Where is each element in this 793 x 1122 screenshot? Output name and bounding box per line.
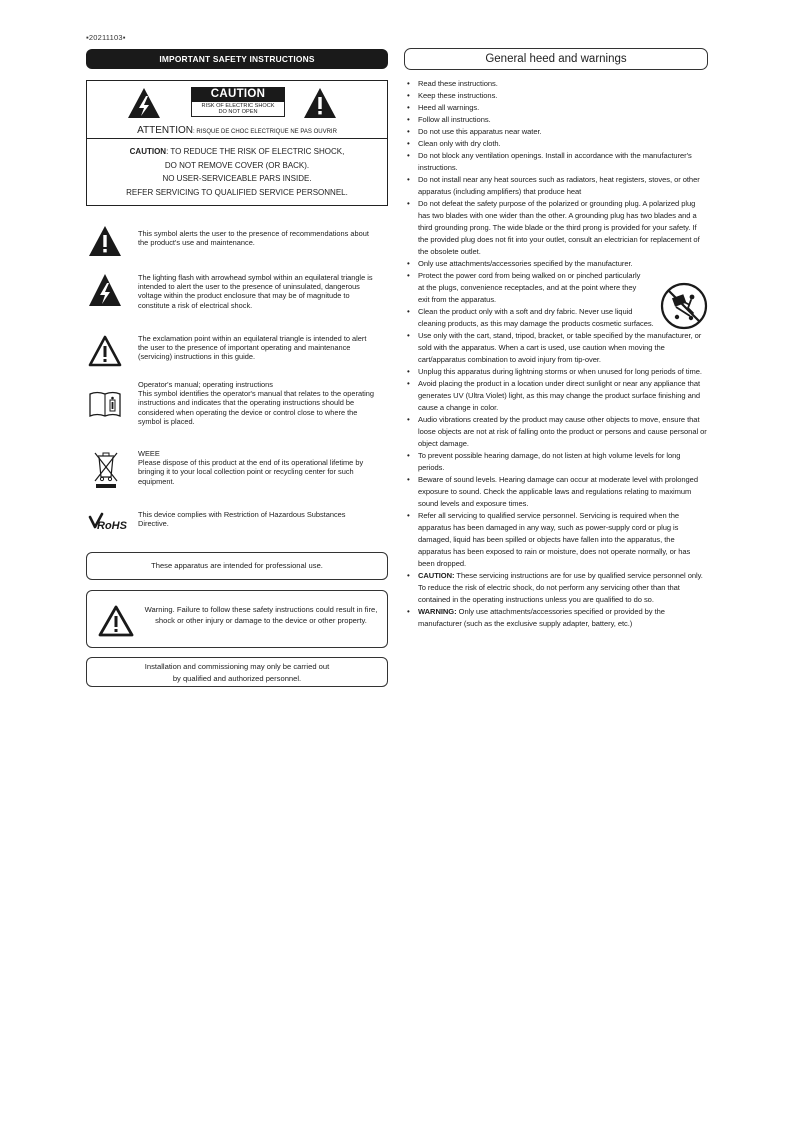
list-item: • Only use attachments/accessories specified by the manufacturer. xyxy=(404,258,708,270)
list-item: • Audio vibrations created by the product may cause other objects to move, ensure that loose objects are not at risk of falling onto the product or persons and cause personal or object damage. xyxy=(404,414,708,450)
list-item: • Heed all warnings. xyxy=(404,102,708,114)
list-item: • Do not block any ventilation openings. Install in accordance with the manufacturer's instructions. xyxy=(404,150,708,174)
symbol-text-block xyxy=(138,449,376,486)
symbol-title: Operator's manual; operating instructions xyxy=(138,380,273,389)
symbol-title: WEEE xyxy=(138,449,160,458)
caution-box xyxy=(86,80,388,206)
symbol-text: This symbol identifies the operator's manual that relates to the operating instructions and indicates that the operating instructions should be considered when operating the device or control close to where the symbol is placed. xyxy=(138,389,374,426)
caution-label-block xyxy=(191,87,285,117)
manual-book-icon xyxy=(88,390,122,418)
list-item: • Keep these instructions. xyxy=(404,90,708,102)
list-item: • Avoid placing the product in a location under direct sunlight or near any appliance that generates UV (Ultra Violet) light, as this may change the product surface finishing and cause a change in color. xyxy=(404,378,708,414)
symbol-row-lightning xyxy=(86,269,388,321)
caution-line1: : TO REDUCE THE RISK OF ELECTRIC SHOCK, xyxy=(166,147,345,156)
caution-lead: CAUTION xyxy=(129,147,167,156)
symbol-text: The lighting flash with arrowhead symbol within an equilateral triangle is intended to alert the user to the presence of uninsulated, dangerous voltage within the product enclosure that may be of magnitude to constitute a risk of electrical shock. xyxy=(138,273,373,310)
list-item: • Do not install near any heat sources such as radiators, heat registers, stoves, or other apparatus (including amplifiers) that produce heat xyxy=(404,174,708,198)
safety-header: IMPORTANT SAFETY INSTRUCTIONS xyxy=(86,49,388,69)
list-item: • Use only with the cart, stand, tripod, bracket, or table specified by the manufacturer, or sold with the apparatus. When a cart is used, use caution when moving the cart/apparatus combination to avoid injury from tip-over. xyxy=(404,330,708,366)
caution-line3: NO USER-SERVICEABLE PARS INSIDE. xyxy=(162,174,312,184)
caution-warning-text xyxy=(87,139,387,205)
caution-line2: DO NOT REMOVE COVER (OR BACK). xyxy=(164,160,310,170)
list-item: • Protect the power cord from being walked on or pinched particularly at the plugs, convenience receptacles, and at the point where they exit from the apparatus. xyxy=(404,270,708,306)
list-item: • Do not use this apparatus near water. xyxy=(404,126,708,138)
symbol-row-weee xyxy=(86,449,388,495)
list-item: • Do not defeat the safety purpose of the polarized or grounding plug. A polarized plug has two blades with one wider than the other. A grounding plug has two blades and a third grounding prong. The wide blade or the third prong is provided for your safety. If the provided plug does not fit into your outlet, consult an electrician for replacement of the obsolete outlet. xyxy=(404,198,708,258)
list-item: • Read these instructions. xyxy=(404,78,708,90)
symbol-row-exclamation xyxy=(86,333,388,373)
symbol-text: The exclamation point within an equilateral triangle is intended to alert the user to the presence of important operating and maintenance (servicing) instructions in this guide. xyxy=(138,334,367,362)
symbol-row-recommendations xyxy=(86,223,388,263)
caution-sub-line2: DO NOT OPEN xyxy=(218,109,258,116)
weee-bin-icon xyxy=(92,449,120,489)
rohs-label: RoHS xyxy=(97,520,127,532)
cart-tip-over-icon xyxy=(660,282,708,330)
general-heed-header: General heed and warnings xyxy=(404,48,708,70)
exclamation-triangle-outline-icon xyxy=(88,335,122,367)
attention-text: : RISQUE DE CHOC ELECTRIQUE NE PAS OUVRIR xyxy=(193,129,337,135)
right-column xyxy=(404,48,708,630)
list-item: • To prevent possible hearing damage, do not listen at high volume levels for long periods. xyxy=(404,450,708,474)
document-id: ▪20211103▪ xyxy=(86,33,126,42)
symbol-text: This device complies with Restriction of Hazardous Substances Directive. xyxy=(138,510,346,529)
installation-note xyxy=(86,657,388,687)
list-item: • Refer all servicing to qualified service personnel. Servicing is required when the apparatus has been damaged in any way, such as power-supply cord or plug is damaged, liquid has been spilled or objects have fallen into the apparatus, the apparatus has been exposed to rain or moisture, does not operate normally, or has been dropped. xyxy=(404,510,708,570)
installation-note-line2: by qualified and authorized personnel. xyxy=(172,674,302,683)
symbol-row-manual xyxy=(86,380,388,432)
attention-line xyxy=(87,125,387,136)
exclamation-triangle-outline-icon xyxy=(98,605,134,637)
caution-label: CAUTION xyxy=(191,87,285,102)
list-item: • Follow all instructions. xyxy=(404,114,708,126)
list-item: • Clean only with dry cloth. xyxy=(404,138,708,150)
professional-use-note: These apparatus are intended for professional use. xyxy=(86,552,388,580)
symbol-row-rohs xyxy=(86,507,388,537)
caution-box-top xyxy=(87,81,387,139)
lightning-triangle-icon xyxy=(88,273,122,307)
exclamation-triangle-icon xyxy=(303,87,337,119)
symbol-text: Please dispose of this product at the end of its operational lifetime by bringing it to your local collection point or recycling center for such equipment. xyxy=(138,458,364,486)
warnings-list xyxy=(404,78,708,630)
lightning-triangle-icon xyxy=(127,87,161,119)
symbol-text-block xyxy=(138,380,376,426)
list-item: • Clean the product only with a soft and dry fabric. Never use liquid cleaning products, as this may damage the products cosmetic surfaces. xyxy=(404,306,708,330)
warning-note-box xyxy=(86,590,388,648)
rohs-icon xyxy=(88,509,128,533)
warning-note-text: Warning. Failure to follow these safety instructions could result in fire, shock or other injury or damage to the device or other property. xyxy=(144,605,378,625)
caution-line4: REFER SERVICING TO QUALIFIED SERVICE PERSONNEL. xyxy=(126,187,348,197)
caution-sub-line1: RISK OF ELECTRIC SHOCK xyxy=(201,102,275,109)
list-item: • CAUTION: These servicing instructions are for use by qualified service personnel only. To reduce the risk of electric shock, do not perform any servicing other than that contained in the operating instructions unless you are qualified to do so. xyxy=(404,570,708,606)
caution-sublabel xyxy=(191,102,285,117)
list-item: • Unplug this apparatus during lightning storms or when unused for long periods of time. xyxy=(404,366,708,378)
exclamation-triangle-filled-icon xyxy=(88,225,122,257)
left-column xyxy=(86,49,388,683)
list-item: • Beware of sound levels. Hearing damage can occur at moderate level with prolonged exposure to sound. Check the applicable laws and regulations relating to maximum sound levels and exposure times. xyxy=(404,474,708,510)
attention-word: ATTENTION xyxy=(137,125,193,136)
document-id-text: 20211103 xyxy=(88,33,123,42)
symbol-text: This symbol alerts the user to the presence of recommendations about the product's use and maintenance. xyxy=(138,229,369,248)
installation-note-line1: Installation and commissioning may only be carried out xyxy=(144,662,330,671)
list-item: • WARNING: Only use attachments/accessories specified or provided by the manufacturer (such as the exclusive supply adapter, battery, etc.) xyxy=(404,606,708,630)
